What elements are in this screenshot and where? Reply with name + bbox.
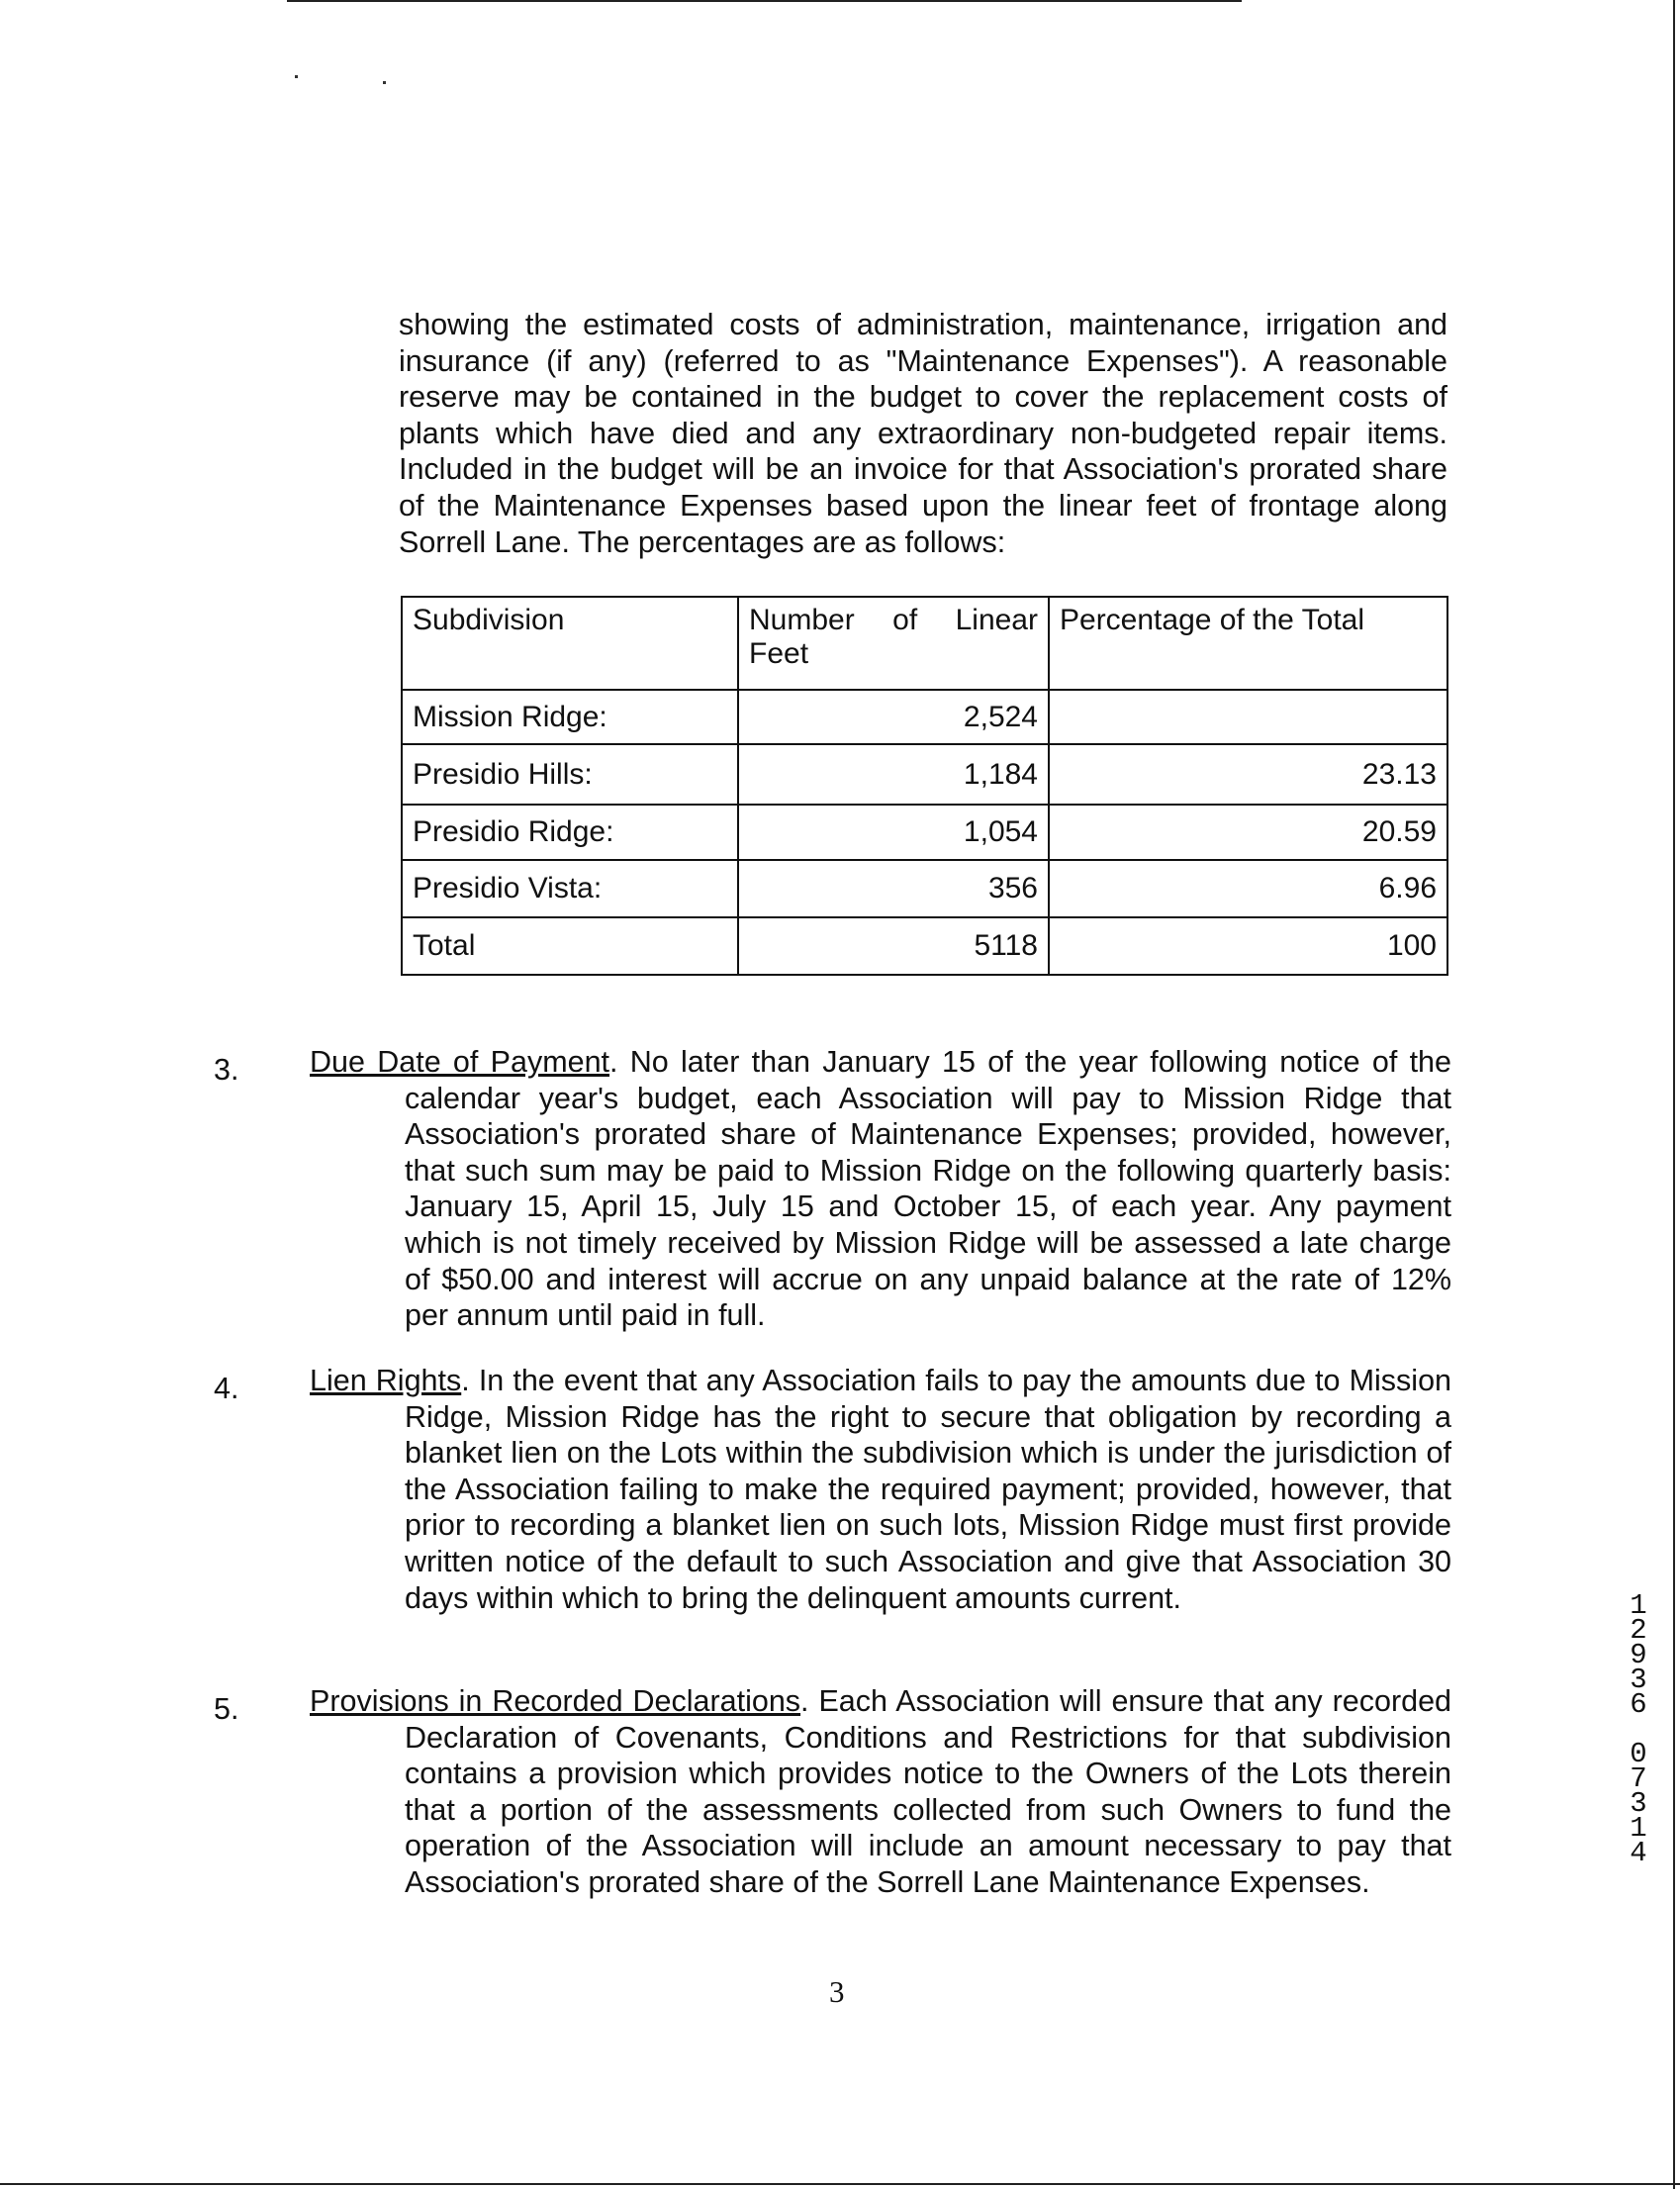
stamp-digit: 3 bbox=[1630, 1787, 1647, 1820]
stamp-digit: 0 bbox=[1630, 1738, 1647, 1770]
section-body: . Each Association will ensure that any recorded Declaration of Covenants, Conditions and Restrictions for that subdivision contains a provision which provides notice to the Owners of the Lots therein that a portion of the assessments collected from such Owners to fund the operation of the Association will include an amount necessary to pay that Association's prorated share of the Sorrell Lane Maintenance Expenses. bbox=[405, 1684, 1451, 1899]
recording-stamp bbox=[1619, 1589, 1658, 1869]
cell-percent: 20.59 bbox=[1049, 805, 1447, 860]
table-row bbox=[402, 805, 1447, 860]
section-due-date bbox=[310, 1044, 1451, 1334]
header-percentage: Percentage of the Total bbox=[1049, 597, 1447, 690]
section-body: . In the event that any Association fails to pay the amounts due to Mission Ridge, Mission Ridge has the right to secure that obligation by recording a blanket lien on the Lots within the subdivision which is under the jurisdiction of the Association failing to make the required payment; provided, however, that prior to recording a blanket lien on such lots, Mission Ridge must first provide written notice of the default to such Association and give that Association 30 days within which to bring the delinquent amounts current. bbox=[405, 1364, 1451, 1615]
section-recorded-declarations bbox=[310, 1683, 1451, 1901]
table-total-row bbox=[402, 917, 1447, 975]
stamp-digit: 4 bbox=[1630, 1837, 1647, 1869]
stamp-digit: 1 bbox=[1630, 1812, 1647, 1845]
scan-right-edge bbox=[1673, 0, 1675, 2189]
section-number: 5. bbox=[214, 1692, 239, 1726]
header-subdivision: Subdivision bbox=[402, 597, 738, 690]
cell-feet: 2,524 bbox=[738, 690, 1049, 744]
cell-subdivision: Presidio Hills: bbox=[402, 744, 738, 805]
cell-percent bbox=[1049, 690, 1447, 744]
frontage-table bbox=[401, 596, 1448, 976]
cell-subdivision: Presidio Vista: bbox=[402, 860, 738, 917]
section-heading: Lien Rights bbox=[310, 1364, 462, 1397]
intro-paragraph: showing the estimated costs of administration, maintenance, irrigation and insurance (if any) (referred to as "Maintenance Expenses"). A reasonable reserve may be contained in the budget to cover the replacement costs of plants which have died and any extraordinary non-budgeted repair items. Included in the budget will be an invoice for that Association's prorated share of the Maintenance Expenses based upon the linear feet of frontage along Sorrell Lane. The percentages are as follows: bbox=[399, 308, 1447, 559]
cell-subdivision: Presidio Ridge: bbox=[402, 805, 738, 860]
cell-feet: 356 bbox=[738, 860, 1049, 917]
stamp-digit: 6 bbox=[1630, 1688, 1647, 1721]
table-row bbox=[402, 744, 1447, 805]
table-row bbox=[402, 860, 1447, 917]
scan-bottom-edge bbox=[0, 2183, 1680, 2185]
scan-top-edge bbox=[287, 0, 1242, 2]
section-heading: Due Date of Payment bbox=[310, 1045, 610, 1079]
cell-percent: 23.13 bbox=[1049, 744, 1447, 805]
header-linear-feet: Number of Linear Feet bbox=[738, 597, 1049, 690]
table-row bbox=[402, 690, 1447, 744]
stamp-digit: 9 bbox=[1630, 1639, 1647, 1671]
cell-feet: 5118 bbox=[738, 917, 1049, 975]
stamp-digit: 3 bbox=[1630, 1664, 1647, 1696]
section-lien-rights bbox=[310, 1363, 1451, 1616]
section-body: . No later than January 15 of the year following notice of the calendar year's budget, each Association will pay to Mission Ridge that Association's prorated share of Maintenance Expenses; provided, however, that such sum may be paid to Mission Ridge on the following quarterly basis: January 15, April 15, July 15 and October 15, of each year. Any payment which is not timely received by Mission Ridge will be assessed a late charge of $50.00 and interest will accrue on any unpaid balance at the rate of 12% per annum until paid in full. bbox=[405, 1045, 1451, 1333]
cell-feet: 1,054 bbox=[738, 805, 1049, 860]
scan-speck bbox=[295, 75, 298, 78]
section-number: 4. bbox=[214, 1372, 239, 1405]
page-number: 3 bbox=[829, 1974, 845, 2009]
table-header-row bbox=[402, 597, 1447, 690]
cell-percent: 100 bbox=[1049, 917, 1447, 975]
section-heading: Provisions in Recorded Declarations bbox=[310, 1684, 801, 1718]
scan-speck bbox=[383, 81, 386, 84]
stamp-digit: 1 bbox=[1630, 1589, 1647, 1622]
stamp-digit: 7 bbox=[1630, 1762, 1647, 1795]
cell-subdivision: Mission Ridge: bbox=[402, 690, 738, 744]
cell-subdivision: Total bbox=[402, 917, 738, 975]
section-number: 3. bbox=[214, 1053, 239, 1087]
cell-feet: 1,184 bbox=[738, 744, 1049, 805]
stamp-digit: 2 bbox=[1630, 1614, 1647, 1647]
cell-percent: 6.96 bbox=[1049, 860, 1447, 917]
